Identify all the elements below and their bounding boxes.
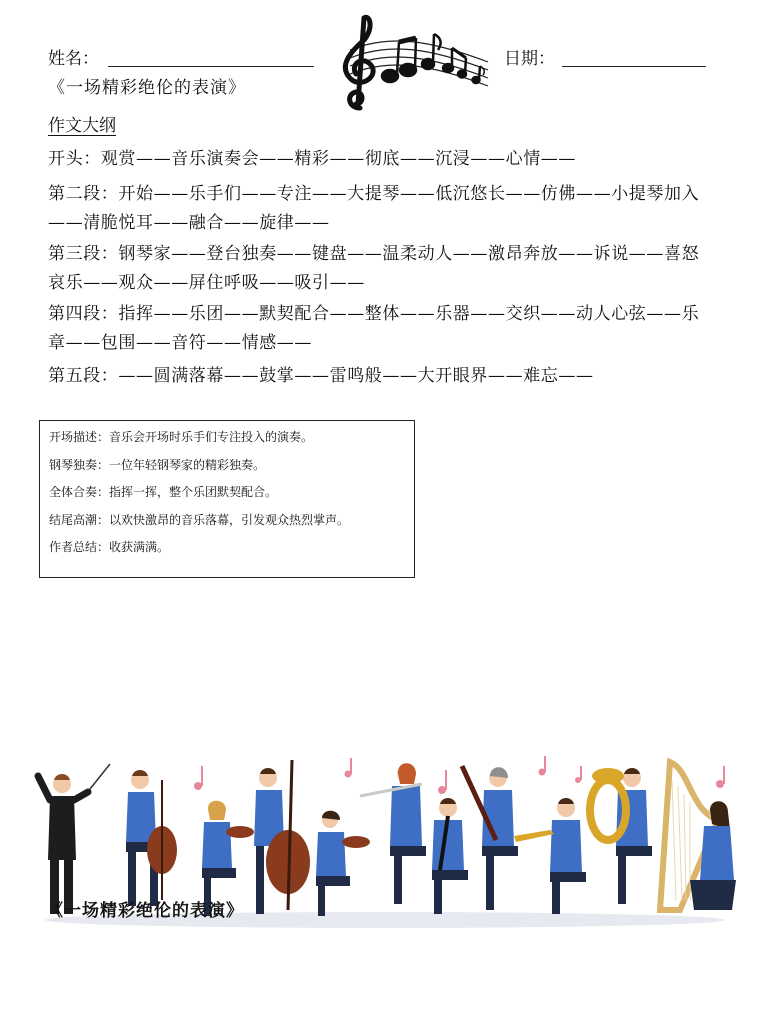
tuba-player-figure bbox=[590, 768, 652, 904]
clarinetist-figure bbox=[432, 798, 468, 914]
trumpeter-figure bbox=[514, 798, 586, 914]
essay-title: 《一场精彩绝伦的表演》 bbox=[48, 78, 246, 98]
music-notes-illustration bbox=[330, 12, 490, 112]
outline-paragraph-3: 第三段：钢琴家——登台独奏——键盘——温柔动人——激昂奔放——诉说——喜怒哀乐——观众——屏住呼吸——吸引—— bbox=[48, 244, 700, 293]
outline-paragraph-5: 第五段：——圆满落幕——鼓掌——雷鸣般——大开眼界——难忘—— bbox=[48, 366, 594, 386]
double-bass-player-figure bbox=[254, 760, 310, 914]
summary-item: 结尾高潮：以欢快激昂的音乐落幕，引发观众热烈掌声。 bbox=[49, 513, 350, 527]
outline-heading: 作文大纲 bbox=[48, 116, 116, 136]
outline-paragraph-2: 第二段：开始——乐手们——专注——大提琴——低沉悠长——仿佛——小提琴加入——清脆悦耳——融合——旋律—— bbox=[48, 184, 700, 233]
bassoonist-figure bbox=[462, 766, 518, 910]
name-label: 姓名： bbox=[48, 49, 99, 69]
flutist-figure bbox=[360, 763, 426, 904]
treble-clef-icon bbox=[345, 17, 373, 108]
date-blank-line[interactable] bbox=[562, 66, 706, 67]
cellist-figure bbox=[126, 770, 177, 906]
date-label: 日期： bbox=[504, 49, 555, 69]
summary-item: 全体合奏：指挥一挥，整个乐团默契配合。 bbox=[49, 485, 278, 499]
summary-item: 作者总结：收获满满。 bbox=[49, 540, 170, 554]
conductor-figure bbox=[38, 764, 110, 914]
outline-paragraph-opening: 开头：观赏——音乐演奏会——精彩——彻底——沉浸——心情—— bbox=[48, 149, 576, 169]
harpist-figure bbox=[660, 762, 736, 910]
illustration-caption: 《一场精彩绝伦的表演》 bbox=[46, 901, 244, 921]
outline-paragraph-4: 第四段：指挥——乐团——默契配合——整体——乐器——交织——动人心弦——乐章——包围——音符——情感—— bbox=[48, 304, 700, 353]
summary-box bbox=[39, 420, 415, 578]
summary-item: 钢琴独奏：一位年轻钢琴家的精彩独奏。 bbox=[49, 458, 266, 472]
violinist-2-figure bbox=[316, 811, 370, 916]
summary-item: 开场描述：音乐会开场时乐手们专注投入的演奏。 bbox=[49, 430, 314, 444]
name-blank-line[interactable] bbox=[108, 66, 314, 67]
